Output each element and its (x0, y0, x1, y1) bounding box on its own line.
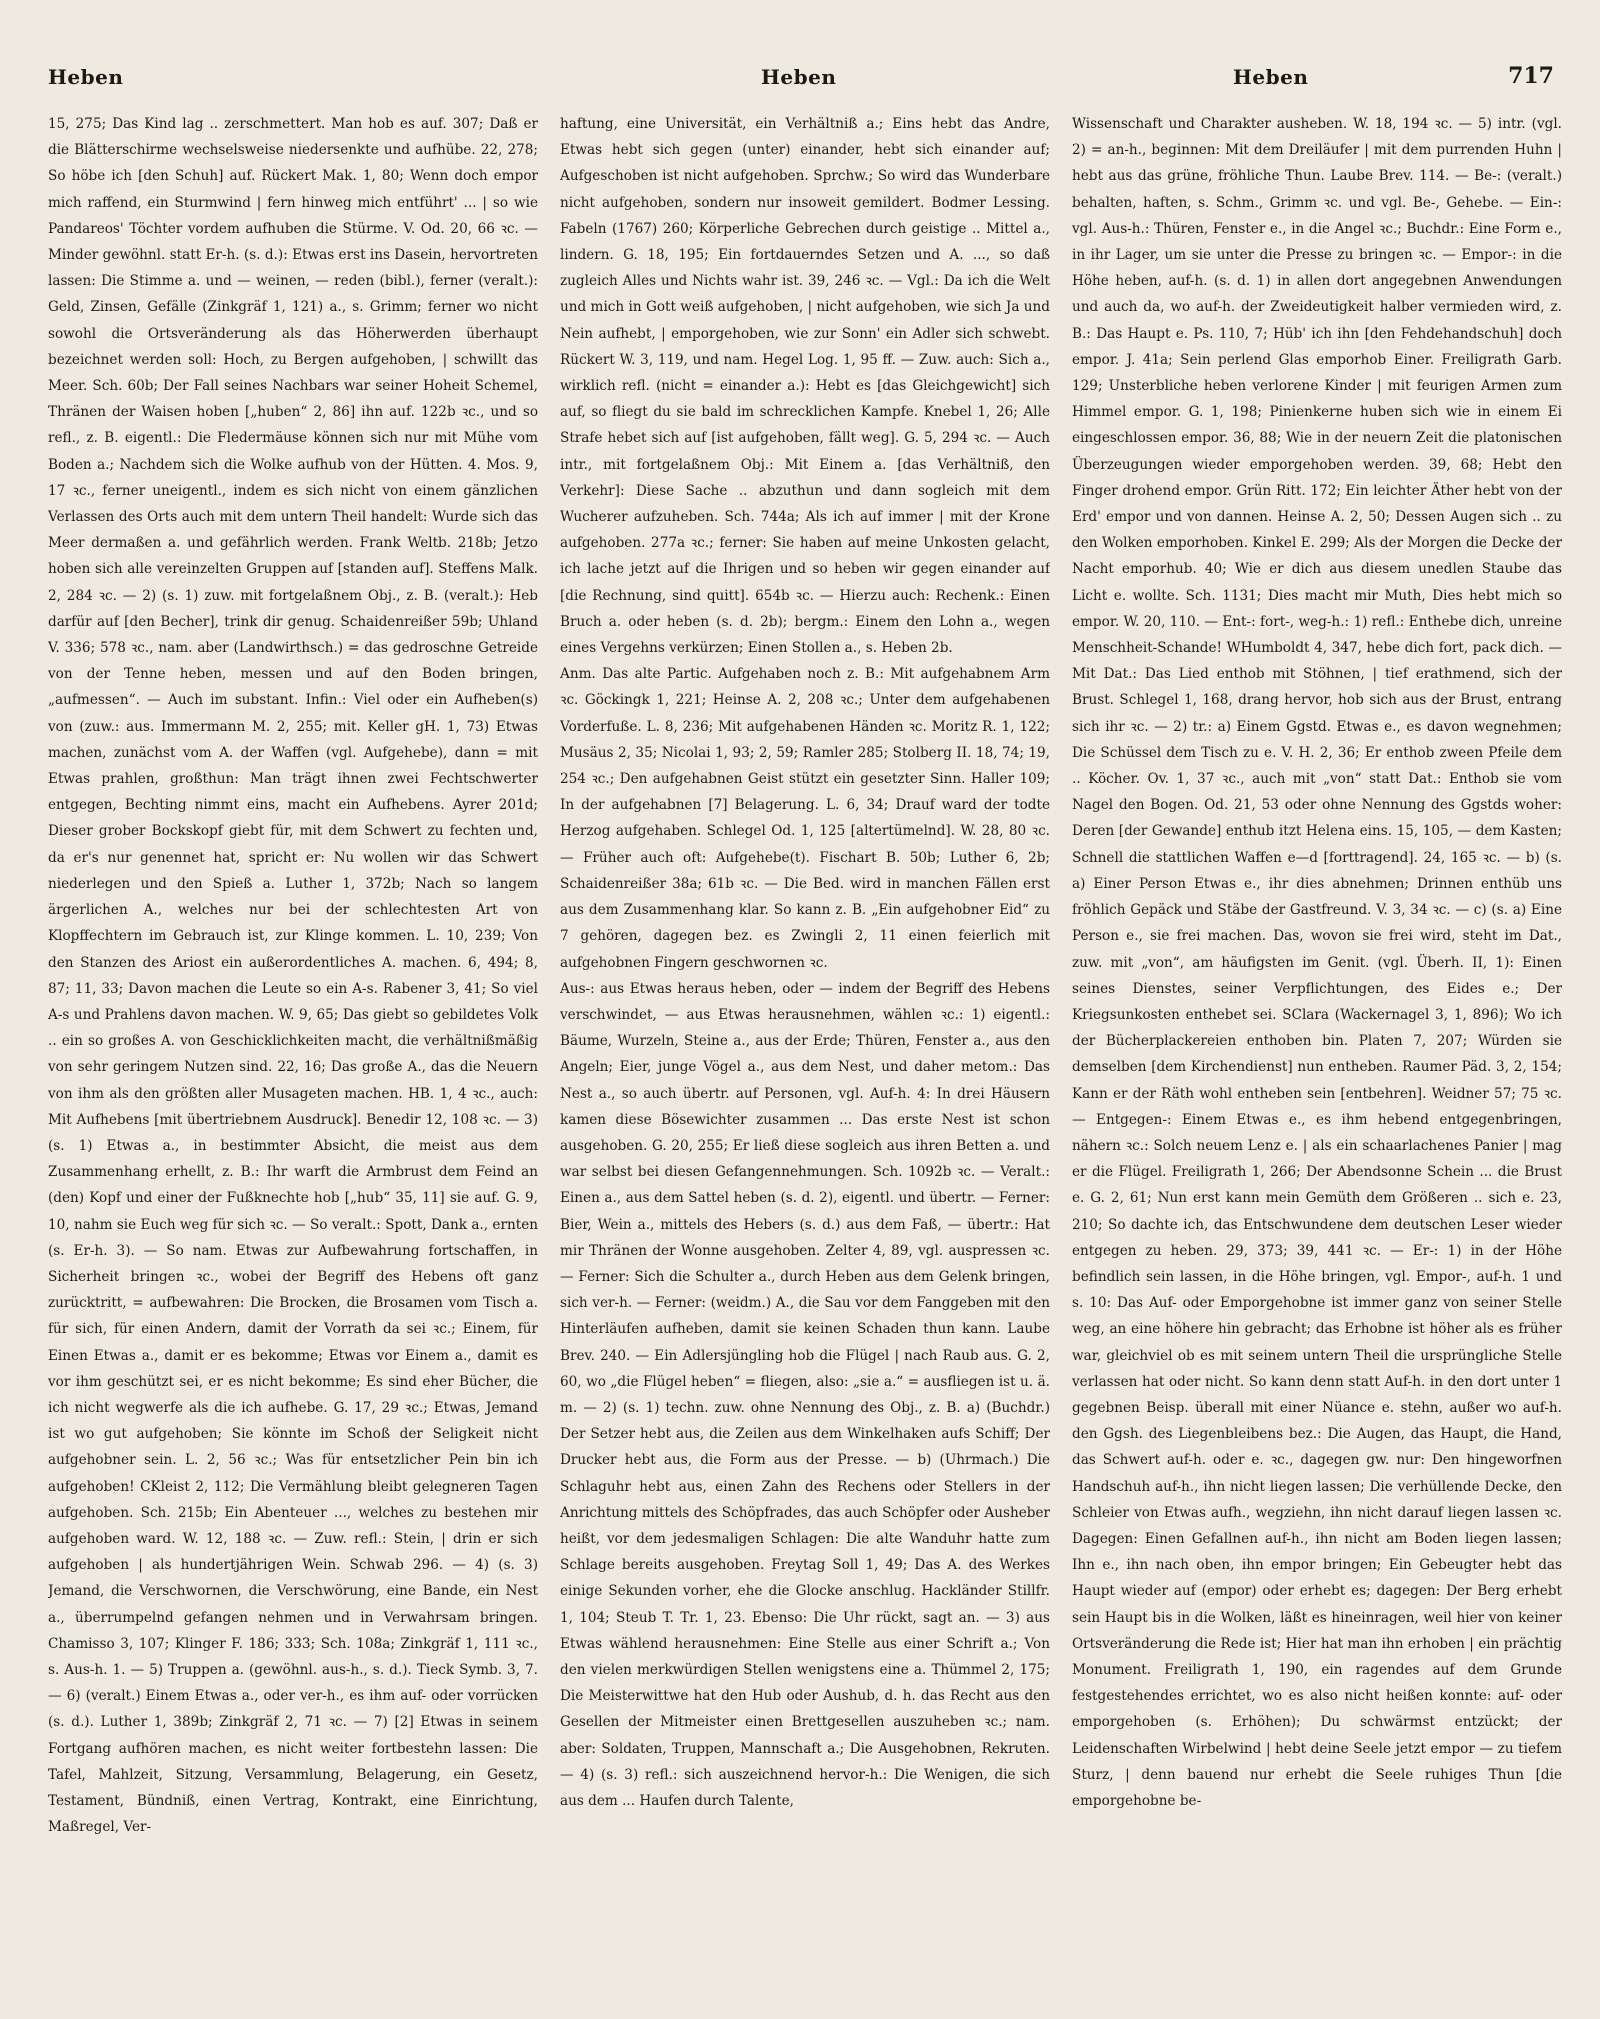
column-paragraph: Aus-: aus Etwas heraus heben, oder — indem der Begriff des Hebens verschwindet, — aus Etwas herausnehmen, wählen ꝛc.: 1) eigentl.: Bäume, Wurzeln, Steine a., aus der Erde; Thüren, Fenster a., aus den Angeln; Eier, junge Vögel a., aus dem Nest, und daher metom.: Das Nest a., so auch übertr. auf Personen, vgl. Auf-h. 4: In drei Häusern kamen diese Bösewichter zusammen ... Das erste Nest ist schon ausgehoben. G. 20, 255; Er ließ diese sogleich aus ihren Betten a. und war selbst bei diesen Gefangennehmungen. Sch. 1092b ꝛc. — Veralt.: Einen a., aus dem Sattel heben (s. d. 2), eigentl. und übertr. — Ferner: Bier, Wein a., mittels des Hebers (s. d.) aus dem Faß, — übertr.: Hat mir Thränen der Wonne ausgehoben. Zelter 4, 89, vgl. auspressen ꝛc. — Ferner: Sich die Schulter a., durch Heben aus dem Gelenk bringen, sich ver-h. — Ferner: (weidm.) A., die Sau vor dem Fanggeben mit den Hinterläufen aufheben, damit sie keinen Schaden thun kann. Laube Brev. 240. — Ein Adlersjüngling hob die Flügel | nach Raub aus. G. 2, 60, wo „die Flügel heben“ = fliegen, also: „sie a.“ = ausfliegen ist u. ä. m. — 2) (s. 1) techn. zuw. ohne Nennung des Obj., z. B. a) (Buchdr.) Der Setzer hebt aus, die Zeilen aus dem Winkelhaken aufs Schiff; Der Drucker hebt aus, die Form aus der Presse. — b) (Uhrmach.) Die Schlaguhr hebt aus, einen Zahn des Rechens oder Stellers in der Anrichtung mittels des Schöpfrades, das auch Schöpfer oder Ausheber heißt, vor dem jedesmaligen Schlagen: Die alte Wanduhr hatte zum Schlage bereits ausgehoben. Freytag Soll 1, 49; Das A. des Werkes einige Sekunden vorher, ehe die Glocke anschlug. Hackländer Stillfr. 1, 104; Steub T. Tr. 1, 23. Ebenso: Die Uhr rückt, sagt an. — 3) aus Etwas wählend herausnehmen: Eine Stelle aus einer Schrift a.; Von den vielen merkwürdigen Stellen wenigstens eine a. Thümmel 2, 175; Die Meisterwittwe hat den Hub oder Aushub, d. h. das Recht aus den Gesellen der Mitmeister einen Brettgesellen auszuheben ꝛc.; nam. aber: Soldaten, Truppen, Mannschaft a.; Die Ausgehobnen, Rekruten. — 4) (s. 3) refl.: sich auszeichnend hervor-h.: Die Wenigen, die sich aus dem ... Haufen durch Talente, (560, 980, 1050, 1809)
left-running-headword: Heben (48, 65, 124, 89)
page-header (48, 55, 1562, 111)
column-paragraph: haftung, eine Universität, ein Verhältniß a.; Eins hebt das Andre, Etwas hebt sich gegen (unter) einander, hebt sich einander auf; Aufgeschoben ist nicht aufgehoben. Sprchw.; So wird das Wunderbare nicht aufgehoben, sondern nur insoweit gemildert. Bodmer Lessing. Fabeln (1767) 260; Körperliche Gebrechen durch geistige .. Mittel a., lindern. G. 18, 195; Ein fortdauerndes Setzen und A. ..., so daß zugleich Alles und Nichts wahr ist. 39, 246 ꝛc. — Vgl.: Da ich die Welt und mich in Gott weiß aufgehoben, | nicht aufgehoben, wie sich Ja und Nein aufhebt, | emporgehoben, wie zur Sonn' ein Adler sich schwebt. Rückert W. 3, 119, und nam. Hegel Log. 1, 95 ff. — Zuw. auch: Sich a., wirklich refl. (nicht = einander a.): Hebt es [das Gleichgewicht] sich auf, so fliegt du sie bald im schrecklichen Kampfe. Knebel 1, 26; Alle Strafe hebet sich auf [ist aufgehoben, fällt weg]. G. 5, 294 ꝛc. — Auch intr., mit fortgelaßnem Obj.: Mit Einem a. [das Verhältniß, den Verkehr]: Diese Sache .. abzuthun und dann sogleich mit dem Wucherer aufzuheben. Sch. 744a; Als ich auf immer | mit der Krone aufgehoben. 277a ꝛc.; ferner: Sie haben auf meine Unkosten gelacht, ich lache jetzt auf die Ihrigen und so heben wir gegen einander auf [die Rechnung, sind quitt]. 654b ꝛc. — Hierzu auch: Rechenk.: Einen Bruch a. oder heben (s. d. 2b); bergm.: Einem den Lohn a., wegen eines Vergehns verkürzen; Einen Stollen a., s. Heben 2b. (560, 116, 1050, 657)
column-3 (1072, 111, 1562, 2011)
column-paragraph: Anm. Das alte Partic. Aufgehaben noch z. B.: Mit aufgehabnem Arm ꝛc. Göckingk 1, 221; Heinse A. 2, 208 ꝛc.; Unter dem aufgehabenen Vorderfuße. L. 8, 236; Mit aufgehabenen Händen ꝛc. Moritz R. 1, 122; Musäus 2, 35; Nicolai 1, 93; 2, 59; Ramler 285; Stolberg II. 18, 74; 19, 254 ꝛc.; Den aufgehabnen Geist stützt ein gesetzter Sinn. Haller 109; In der aufgehabnen [7] Belagerung. L. 6, 34; Drauf ward der todte Herzog aufgehaben. Schlegel Od. 1, 125 [altertümelnd]. W. 28, 80 ꝛc. — Früher auch oft: Aufgehebe(t). Fischart B. 50b; Luther 6, 2b; Schaidenreißer 38a; 61b ꝛc. — Die Bed. wird in manchen Fällen erst aus dem Zusammenhang klar. So kann z. B. „Ein aufgehobner Eid“ zu 7 gehören, dagegen bez. es Zwingli 2, 11 einen feierlich mit aufgehobnen Fingern geschwornen ꝛc. (560, 666, 1050, 971)
page-number: 717 (1508, 63, 1554, 89)
column-paragraph: Wissenschaft und Charakter ausheben. W. 18, 194 ꝛc. — 5) intr. (vgl. 2) = an-h., beginnen: Mit dem Dreiläufer | mit dem purrenden Huhn | hebt aus das grüne, fröhliche Thun. Laube Brev. 114. — Be-: (veralt.) behalten, haften, s. Schm., Grimm ꝛc. und vgl. Be-, Gehebe. — Ein-: vgl. Aus-h.: Thüren, Fenster e., in die Angel ꝛc.; Buchdr.: Eine Form e., in ihr Lager, um sie unter die Presse zu bringen ꝛc. — Empor-: in die Höhe heben, auf-h. (s. d. 1) in allen dort angegebnen Anwendungen und auch da, wo auf-h. der Zweideutigkeit halber vermieden wird, z. B.: Das Haupt e. Ps. 110, 7; Hüb' ich ihn [den Fehdehandschuh] doch empor. J. 41a; Sein perlend Glas emporhob Einer. Freiligrath Garb. 129; Unsterbliche heben verlorene Kinder | mit feurigen Armen zum Himmel empor. G. 1, 198; Pinienkerne huben sich wie in einem Ei eingeschlossen empor. 36, 88; Wie in der neuern Zeit die platonischen Überzeugungen wieder emporgehoben werden. 39, 68; Hebt den Finger drohend empor. Grün Ritt. 172; Ein leichter Äther hebt von der Erd' empor und von dannen. Heinse A. 2, 50; Dessen Augen sich .. zu den Wolken emporhoben. Kinkel E. 299; Als der Morgen die Decke der Nacht emporhub. 40; Wie er dich aus diesem unedlen Staube das Licht e. wollte. Sch. 1131; Dies macht mir Muth, Dies hebt mich so empor. W. 20, 110. — Ent-: fort-, weg-h.: 1) refl.: Enthebe dich, unreine Menschheit-Schande! WHumboldt 4, 347, hebe dich fort, pack dich. — Mit Dat.: Das Lied enthob mit Stöhnen, | tief erathmend, sich der Brust. Schlegel 1, 168, drang hervor, hob sich aus der Brust, entrang sich ihr ꝛc. — 2) tr.: a) Einem Ggstd. Etwas e., es davon wegnehmen; Die Schüssel dem Tisch zu e. V. H. 2, 36; Er enthob zween Pfeile dem .. Köcher. Ov. 1, 37 ꝛc., auch mit „von“ statt Dat.: Enthob sie vom Nagel den Bogen. Od. 21, 53 oder ohne Nennung des Ggstds woher: Deren [der Gewande] enthub itzt Helena eins. 15, 105, — dem Kasten; Schnell die stattlichen Waffen e—d [forttragend]. 24, 165 ꝛc. — b) (s. a) Einer Person Etwas e., ihr dies abnehmen; Drinnen enthüb uns fröhlich Gepäck und Stäbe der Gastfreund. V. 3, 34 ꝛc. — c) (s. a) Eine Person e., sie frei machen. Das, wovon sie frei wird, steht im Dat., zuw. mit „von“, am häufigsten im Genit. (vgl. Überh. II, 1): Einen seines Dienstes, seiner Verpflichtungen, des Eides e.; Der Kriegsunkosten enthebet sei. SClara (Wackernagel 3, 1, 896); Wo ich der Bücherplackereien enthoben bin. Platen 7, 207; Würden sie demselben [dem Kirchendienst] nun entheben. Raumer Päd. 3, 2, 154; Kann er der Räth wohl entheben sein [entbehren]. Weidner 57; 75 ꝛc. — Entgegen-: Einem Etwas e., es ihm hebend entgegenbringen, nähern ꝛc.: Solch neuem Lenz e. | als ein schaarlachenes Panier | mag er die Flügel. Freiligrath 1, 266; Der Abendsonne Schein ... die Brust e. G. 2, 61; Nun erst kann mein Gemüth dem Größeren .. sich e. 23, 210; So dachte ich, das Entschwundene dem deutschen Leser wieder entgegen zu heben. 29, 373; 39, 441 ꝛc. — Er-: 1) in der Höhe befindlich sein lassen, in die Höhe bringen, vgl. Empor-, auf-h. 1 und s. 10: Das Auf- oder Emporgehobne ist immer ganz von seiner Stelle weg, an eine höhere hin gebracht; das Erhobne ist höher als es früher war, gleichviel ob es mit seinem untern Theil die ursprüngliche Stelle verlassen hat oder nicht. So kann denn statt Auf-h. in den dort unter 1 gegebnen Beisp. überall mit einer Nüance e. stehn, außer wo auf-h. den Ggsh. des Liegenbleibens bez.: Die Augen, das Haupt, die Hand, das Schwert auf-h. oder e. ꝛc., dagegen gw. nur: Den hingeworfnen Handschuh auf-h., ihn nicht liegen lassen; Die verhüllende Decke, den Schleier von Etwas aufh., wegziehn, ihn nicht darauf liegen lassen ꝛc. Dagegen: Einen Gefallnen auf-h., ihn nicht am Boden liegen lassen; Ihn e., ihn nach oben, ihn empor bringen; Ein Gebeugter hebt das Haupt wieder auf (empor) oder erhebt es; dagegen: Der Berg erhebt sein Haupt bis in die Wolken, läßt es hineinragen, weil hier von keiner Ortsveränderung die Rede ist; Hier hat man ihn erhoben | ein prächtig Monument. Freiligrath 1, 190, ein ragendes auf dem Grunde festgestehendes errichtet, wo es also nicht heißen konnte: auf- oder emporgehoben (s. Erhöhen); Du schwärmst entzückt; der Leidenschaften Wirbelwind | hebt deine Seele jetzt empor — zu tiefem Sturz, | denn bauend nur erhebt die Seele ruhiges Thun [die emporgehobne be- (1072, 116, 1562, 1809)
column-paragraph: 15, 275; Das Kind lag .. zerschmettert. Man hob es auf. 307; Daß er die Blätterschirme wechselsweise niedersenkte und aufhübe. 22, 278; So höbe ich [den Schuh] auf. Rückert Mak. 1, 80; Wenn doch empor mich raffend, ein Sturmwind | fern hinweg mich entführt' ... | so wie Pandareos' Töchter vordem aufhuben die Stürme. V. Od. 20, 66 ꝛc. — Minder gewöhnl. statt Er-h. (s. d.): Etwas erst ins Dasein, hervortreten lassen: Die Stimme a. und — weinen, — reden (bibl.), ferner (veralt.): Geld, Zinsen, Gefälle (Zinkgräf 1, 121) a., s. Grimm; ferner wo nicht sowohl die Ortsveränderung als das Höherwerden überhaupt bezeichnet werden soll: Hoch, zu Bergen aufgehoben, | schwillt das Meer. Sch. 60b; Der Fall seines Nachbars war seiner Hoheit Schemel, Thränen der Waisen hoben [„huben“ 2, 86] ihn auf. 122b ꝛc., und so refl., z. B. eigentl.: Die Fledermäuse können sich nur mit Mühe vom Boden a.; Nachdem sich die Wolke aufhub von der Hütten. 4. Mos. 9, 17 ꝛc., ferner uneigentl., indem es sich nicht von einem gänzlichen Verlassen des Orts auch mit dem untern Theil handelt: Wurde sich das Meer dermaßen a. und gefährlich werden. Frank Weltb. 218b; Jetzo hoben sich alle vereinzelten Gruppen auf [standen auf]. Steffens Malk. 2, 284 ꝛc. — 2) (s. 1) zuw. mit fortgelaßnem Obj., z. B. (veralt.): Heb darfür auf [den Becher], trink dir genug. Schaidenreißer 59b; Uhland V. 336; 578 ꝛc., nam. aber (Landwirthsch.) = das gedroschne Getreide von der Tenne heben, messen und auf den Boden bringen, „aufmessen“. — Auch im substant. Infin.: Viel oder ein Aufheben(s) von (zuw.: aus. Immermann M. 2, 255; mit. Keller gH. 1, 73) Etwas machen, zunächst vom A. der Waffen (vgl. Aufgehebe), dann = mit Etwas prahlen, großthun: Man trägt ihnen zwei Fechtschwerter entgegen, Bechting nimmt eins, macht ein Aufhebens. Ayrer 201d; Dieser grober Bockskopf giebt für, mit dem Schwert zu fechten und, da er's nur genennet hat, spricht er: Nu wollen wir das Schwert niederlegen und den Spieß a. Luther 1, 372b; Nach so langem ärgerlichen A., welches nur bei der schlechtesten Art von Klopffechtern im Gebrauch ist, zur Klinge kommen. L. 10, 239; Von den Stanzen des Ariost ein außerordentliches A. machen. 6, 494; 8, 87; 11, 33; Davon machen die Leute so ein A-s. Rabener 3, 41; So viel A-s und Prahlens davon machen. W. 9, 65; Das giebt so gebildetes Volk .. ein so großes A. von Geschicklichkeiten macht, die verhältnißmäßig von sehr geringem Nutzen sind. 22, 16; Das große A., das die Neuern von ihm als den größten aller Musageten machen. HB. 1, 4 ꝛc., auch: Mit Aufhebens [mit übertriebnem Ausdruck]. Benedir 12, 108 ꝛc. — 3) (s. 1) Etwas a., in bestimmter Absicht, die meist aus dem Zusammenhang erhellt, z. B.: Ihr warft die Armbrust dem Feind an (den) Kopf und einer der Fußknechte hob [„hub“ 35, 11] sie auf. G. 9, 10, nahm sie Euch weg für sich ꝛc. — So veralt.: Spott, Dank a., ernten (s. Er-h. 3). — So nam. Etwas zur Aufbewahrung fortschaffen, in Sicherheit bringen ꝛc., wobei der Begriff des Hebens oft ganz zurücktritt, = aufbewahren: Die Brocken, die Brosamen vom Tisch a. für sich, für einen Andern, damit der Vorrath da sei ꝛc.; Einem, für Einen Etwas a., damit er es bekomme; Etwas vor Einem a., damit es vor ihm geschützt sei, er es nicht bekomme; Es sind eher Bücher, die ich nicht wegwerfe als die ich aufhebe. G. 17, 29 ꝛc.; Etwas, Jemand ist wo gut aufgehoben; Sie könnte im Schoß der Seligkeit nicht aufgehobner sein. L. 2, 56 ꝛc.; Was für entsetzlicher Pein bin ich aufgehoben! CKleist 2, 112; Die Vermählung bleibt gelegneren Tagen aufgehoben. Sch. 215b; Ein Abenteuer ..., welches zu bestehen mir aufgehoben ward. W. 12, 188 ꝛc. — Zuw. refl.: Stein, | drin er sich aufgehoben | als hundertjährigen Wein. Schwab 296. — 4) (s. 3) Jemand, die Verschwornen, die Verschwörung, eine Bande, ein Nest a., überrumpelnd gefangen nehmen und in Verwahrsam bringen. Chamisso 3, 107; Klinger F. 186; 333; Sch. 108a; Zinkgräf 1, 111 ꝛc., s. Aus-h. 1. — 5) Truppen a. (gewöhnl. aus-h., s. d.). Tieck Symb. 3, 7. — 6) (veralt.) Einem Etwas a., oder ver-h., es ihm auf- oder vorrücken (s. d.). Luther 1, 389b; Zinkgräf 2, 71 ꝛc. — 7) [2] Etwas in seinem Fortgang aufhören machen, es nicht weiter fortbestehn lassen: Die Tafel, Mahlzeit, Sitzung, Versammlung, Belagerung, ein Gesetz, Testament, Bündniß, einen Vertrag, Kontrakt, eine Einrichtung, Maßregel, Ver- (48, 116, 538, 1836)
text-columns (48, 111, 1562, 2011)
column-2 (560, 111, 1050, 2011)
right-running-headword: Heben (1233, 65, 1309, 89)
center-running-headword: Heben (761, 65, 837, 89)
column-1 (48, 111, 538, 2011)
